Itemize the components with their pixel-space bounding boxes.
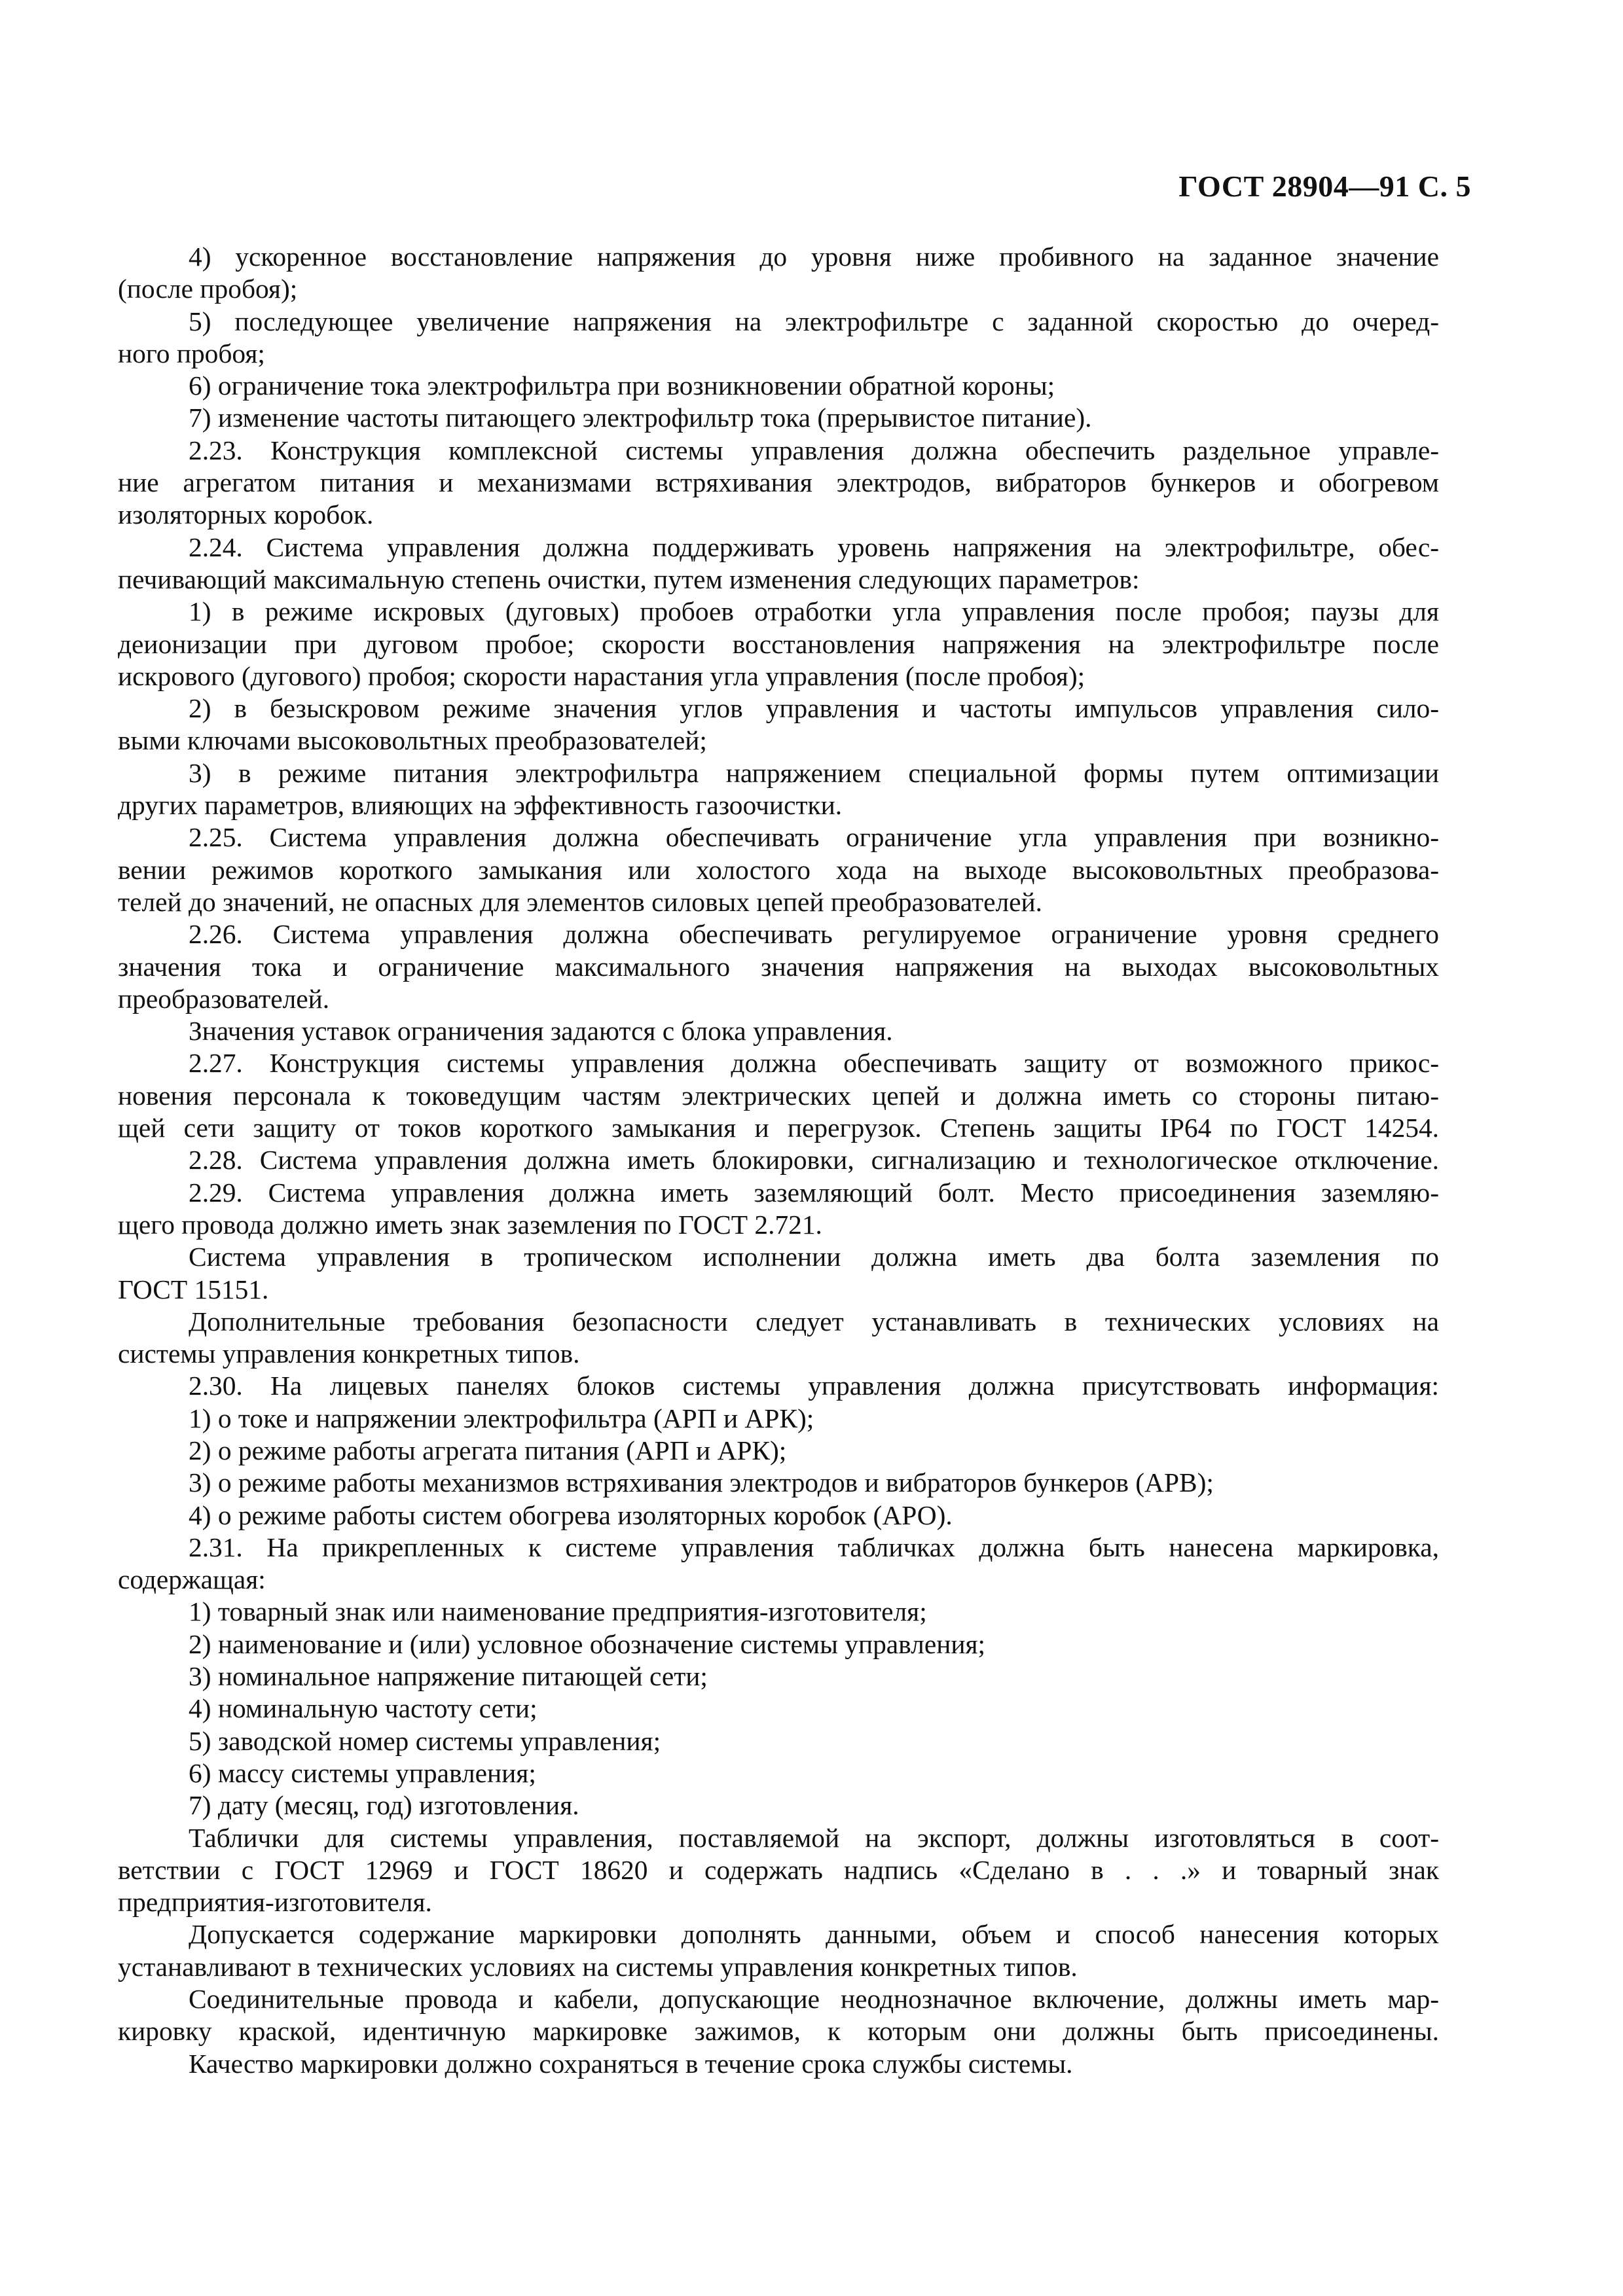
text-line: 2.29. Система управления должна иметь заземляющий болт. Место присоединения заземляю- — [189, 1177, 1439, 1208]
text-line: 2.25. Система управления должна обеспечивать ограничение угла управления при возникно- — [189, 822, 1439, 853]
text-line: деионизации при дуговом пробое; скорости восстановления напряжения на электрофильтре после — [118, 628, 1439, 659]
text-line: преобразователей. — [118, 983, 330, 1014]
text-line: 6) массу системы управления; — [189, 1757, 536, 1788]
text-line: 2) о режиме работы агрегата питания (АРП и АРК); — [189, 1435, 787, 1465]
text-line: Система управления в тропическом исполнении должна иметь два болта заземления по — [189, 1242, 1439, 1272]
text-line: 7) дату (месяц, год) изготовления. — [189, 1790, 579, 1821]
text-line: 4) ускоренное восстановление напряжения до уровня ниже пробивного на заданное значение — [189, 242, 1439, 272]
text-line: 3) номинальное напряжение питающей сети; — [189, 1661, 708, 1692]
text-line: 2.31. На прикрепленных к системе управления табличках должна быть нанесена маркировка, — [189, 1532, 1439, 1562]
text-line: других параметров, влияющих на эффективность газоочистки. — [118, 790, 843, 821]
text-line: устанавливают в технических условиях на системы управления конкретных типов. — [118, 1951, 1078, 1982]
text-line: 5) последующее увеличение напряжения на электрофильтре с заданной скоростью до очеред- — [189, 306, 1439, 336]
text-line: 2.30. На лицевых панелях блоков системы управления должна присутствовать информация: — [189, 1371, 1439, 1401]
text-line: 4) номинальную частоту сети; — [189, 1693, 538, 1724]
text-line: Значения уставок ограничения задаются с блока управления. — [189, 1016, 893, 1047]
page-header: ГОСТ 28904—91 С. 5 — [1178, 170, 1471, 203]
text-line: выми ключами высоковольтных преобразователей; — [118, 725, 707, 756]
text-line: телей до значений, не опасных для элементов силовых цепей преобразователей. — [118, 886, 1043, 917]
text-line: ГОСТ 15151. — [118, 1274, 269, 1304]
text-line: Таблички для системы управления, поставляемой на экспорт, должны изготовляться в соот- — [189, 1822, 1439, 1853]
text-line: ветствии с ГОСТ 12969 и ГОСТ 18620 и содержать надпись «Сделано в . . .» и товарный знак — [118, 1854, 1439, 1885]
text-line: ние агрегатом питания и механизмами встряхивания электродов, вибраторов бункеров и обогревом — [118, 467, 1439, 498]
text-line: 2.27. Конструкция системы управления должна обеспечивать защиту от возможного прикос- — [189, 1048, 1439, 1079]
text-line: вении режимов короткого замыкания или холостого хода на выходе высоковольтных преобразова- — [118, 854, 1439, 885]
text-line: щей сети защиту от токов короткого замыкания и перегрузок. Степень защиты IP64 по ГОСТ 14254. — [118, 1113, 1439, 1143]
text-line: Дополнительные требования безопасности следует устанавливать в технических условиях на — [189, 1306, 1439, 1336]
text-line: системы управления конкретных типов. — [118, 1338, 580, 1369]
text-line: щего провода должно иметь знак заземления по ГОСТ 2.721. — [118, 1209, 822, 1240]
text-line: изоляторных коробок. — [118, 499, 374, 530]
text-line: (после пробоя); — [118, 274, 298, 304]
text-line: 6) ограничение тока электрофильтра при возникновении обратной короны; — [189, 370, 1055, 401]
text-line: предприятия-изготовителя. — [118, 1887, 432, 1918]
text-line: содержащая: — [118, 1564, 266, 1595]
text-line: 7) изменение частоты питающего электрофильтр тока (прерывистое питание). — [189, 403, 1092, 433]
text-line: Качество маркировки должно сохраняться в течение срока службы системы. — [189, 2048, 1073, 2079]
text-line: 1) в режиме искровых (дуговых) пробоев отработки угла управления после пробоя; паузы для — [189, 596, 1439, 627]
text-line: кировку краской, идентичную маркировке зажимов, к которым они должны быть присоединены. — [118, 2016, 1439, 2047]
text-line: значения тока и ограничение максимального значения напряжения на выходах высоковольтных — [118, 951, 1439, 982]
text-line: Соединительные провода и кабели, допускающие неоднозначное включение, должны иметь мар- — [189, 1984, 1439, 2015]
text-line: искрового (дугового) пробоя; скорости нарастания угла управления (после пробоя); — [118, 660, 1085, 691]
text-line: 3) о режиме работы механизмов встряхивания электродов и вибраторов бункеров (АРВ); — [189, 1467, 1214, 1498]
text-line: 3) в режиме питания электрофильтра напряжением специальной формы путем оптимизации — [189, 757, 1439, 788]
text-line: 1) о токе и напряжении электрофильтра (АРП и АРК); — [189, 1403, 814, 1433]
text-line: 4) о режиме работы систем обогрева изоляторных коробок (АРО). — [189, 1499, 953, 1530]
text-line: 5) заводской номер системы управления; — [189, 1725, 661, 1756]
text-line: 2) наименование и (или) условное обозначение системы управления; — [189, 1628, 986, 1659]
text-line: 2.23. Конструкция комплексной системы управления должна обеспечить раздельное управле- — [189, 435, 1439, 465]
text-line: 2.28. Система управления должна иметь блокировки, сигнализацию и технологическое отключение. — [189, 1145, 1439, 1175]
text-line: 2.24. Система управления должна поддерживать уровень напряжения на электрофильтре, обес- — [189, 531, 1439, 562]
text-line: Допускается содержание маркировки дополнять данными, объем и способ нанесения которых — [189, 1919, 1439, 1950]
text-line: ного пробоя; — [118, 338, 265, 368]
document-body — [118, 241, 1439, 2080]
text-line: 2.26. Система управления должна обеспечивать регулируемое ограничение уровня среднего — [189, 919, 1439, 950]
text-line: печивающий максимальную степень очистки, путем изменения следующих параметров: — [118, 564, 1140, 594]
text-line: 2) в безыскровом режиме значения углов управления и частоты импульсов управления сило- — [189, 693, 1439, 724]
text-line: 1) товарный знак или наименование предприятия-изготовителя; — [189, 1596, 927, 1627]
text-line: новения персонала к токоведущим частям электрических цепей и должна иметь со стороны питаю- — [118, 1080, 1439, 1111]
